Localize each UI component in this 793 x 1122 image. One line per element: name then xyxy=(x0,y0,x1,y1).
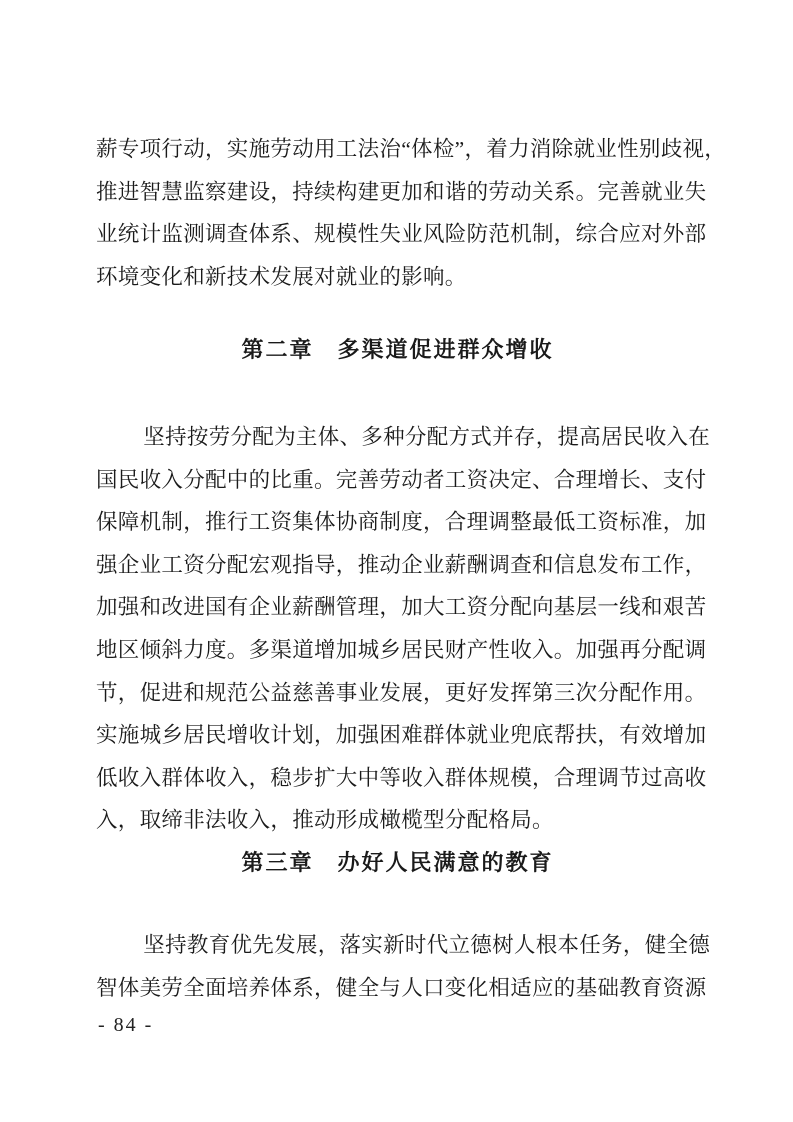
text-line: 节，促进和规范公益慈善事业发展，更好发挥第三次分配作用。 xyxy=(96,680,707,705)
text-line: 业统计监测调查体系、规模性失业风险防范机制，综合应对外部 xyxy=(96,222,707,247)
text-line: 实施城乡居民增收计划，加强困难群体就业兜底帮扶，有效增加 xyxy=(96,723,707,748)
text-line: 国民收入分配中的比重。完善劳动者工资决定、合理增长、支付 xyxy=(96,467,707,492)
text-line: 坚持按劳分配为主体、多种分配方式并存，提高居民收入在 xyxy=(143,425,711,449)
text-line: 入，取缔非法收入，推动形成橄榄型分配格局。 xyxy=(96,808,554,833)
text-line: 加强和改进国有企业薪酬管理，加大工资分配向基层一线和艰苦 xyxy=(96,595,707,620)
chapter-3-heading: 第三章 办好人民满意的教育 xyxy=(241,850,554,875)
chapter-2-heading: 第二章 多渠道促进群众增收 xyxy=(241,337,554,362)
paragraph-employment-continuation xyxy=(96,128,727,298)
paragraph-education xyxy=(96,924,711,1009)
text-line: 地区倾斜力度。多渠道增加城乡居民财产性收入。加强再分配调 xyxy=(96,637,707,662)
page-number: - 84 - xyxy=(98,1014,154,1036)
text-line: 薪专项行动，实施劳动用工法治“体检”，着力消除就业性别歧视， xyxy=(96,137,727,161)
text-line: 保障机制，推行工资集体协商制度，合理调整最低工资标准，加 xyxy=(96,510,707,535)
paragraph-income-distribution xyxy=(96,416,711,842)
text-line: 坚持教育优先发展，落实新时代立德树人根本任务，健全德 xyxy=(143,933,711,957)
text-line: 强企业工资分配宏观指导，推动企业薪酬调查和信息发布工作， xyxy=(96,552,707,577)
text-line: 智体美劳全面培养体系，健全与人口变化相适应的基础教育资源 xyxy=(96,975,707,1000)
text-line: 环境变化和新技术发展对就业的影响。 xyxy=(96,264,467,289)
text-line: 低收入群体收入，稳步扩大中等收入群体规模，合理调节过高收 xyxy=(96,765,707,790)
text-line: 推进智慧监察建设，持续构建更加和谐的劳动关系。完善就业失 xyxy=(96,179,707,204)
